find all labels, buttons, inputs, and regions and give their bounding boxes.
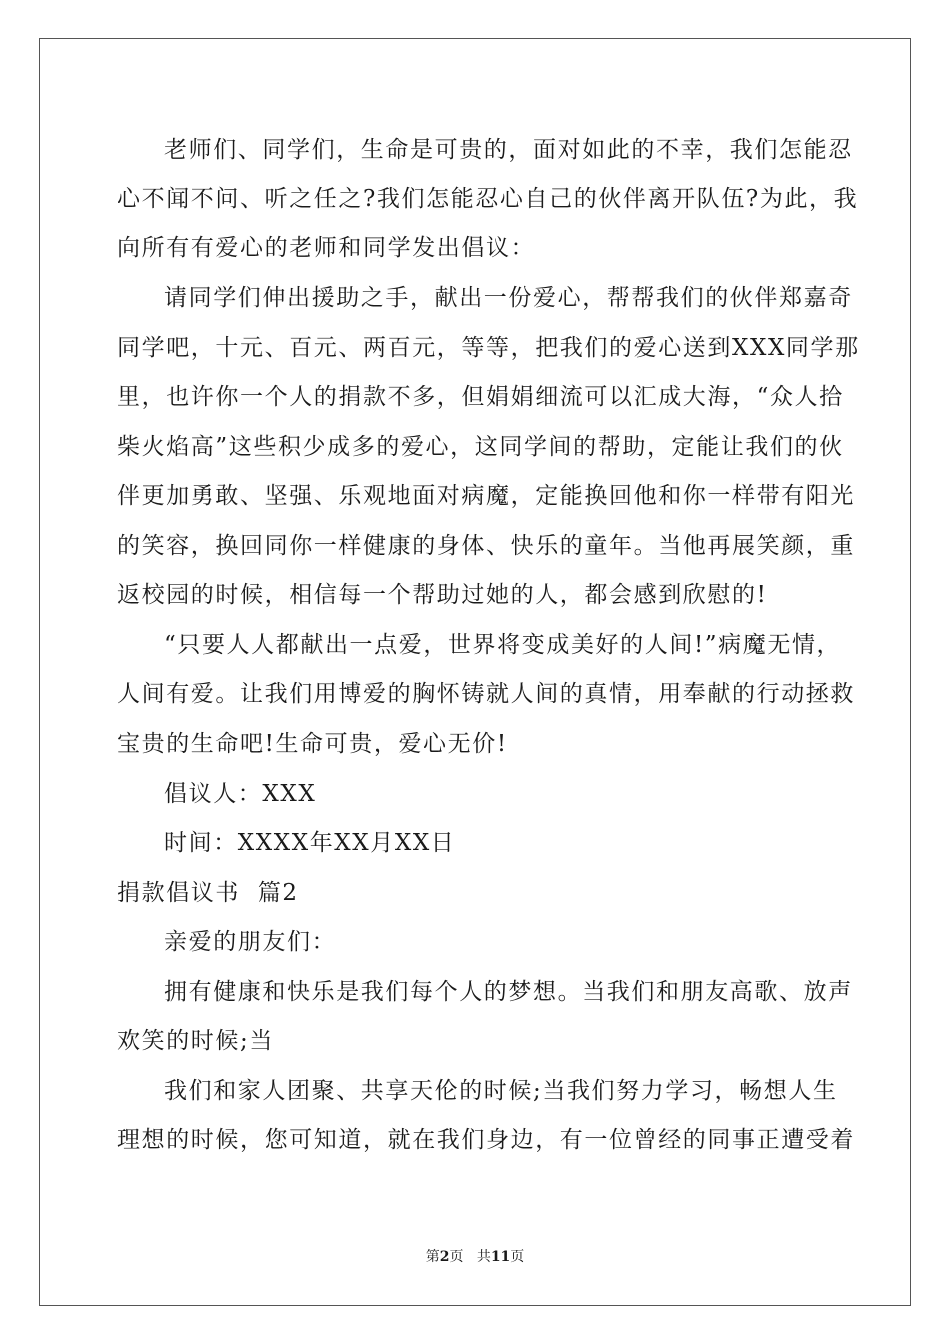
text-line: 返校园的时候，相信每一个帮助过她的人，都会感到欣慰的! — [117, 582, 768, 608]
text-line: 心不闻不问、听之任之?我们怎能忍心自己的伙伴离开队伍?为此，我 — [117, 186, 859, 212]
text-line: 时间：XXXX年XX月XX日 — [164, 830, 456, 856]
text-line: 倡议人：XXX — [164, 781, 317, 807]
section-heading: 捐款倡议书 篇2 — [117, 880, 299, 906]
text-line: 宝贵的生命吧!生命可贵，爱心无价! — [117, 731, 508, 757]
text-line: 向所有有爱心的老师和同学发出倡议： — [117, 235, 536, 261]
page-footer — [0, 1246, 950, 1266]
total-suffix: 页 — [510, 1249, 525, 1265]
page-prefix: 第 — [425, 1249, 440, 1265]
text-line: “只要人人都献出一点爱，世界将变成美好的人间!”病魔无情， — [164, 632, 842, 658]
page-border — [39, 38, 911, 1306]
page-suffix: 页 — [449, 1249, 464, 1265]
total-pages: 11 — [490, 1249, 511, 1265]
text-line: 请同学们伸出援助之手，献出一份爱心，帮帮我们的伙伴郑嘉奇 — [164, 285, 853, 311]
text-line: 的笑容，换回同你一样健康的身体、快乐的童年。当他再展笑颜，重 — [117, 533, 855, 559]
text-line: 伴更加勇敢、坚强、乐观地面对病魔，定能换回他和你一样带有阳光 — [117, 483, 855, 509]
total-prefix: 共 — [476, 1249, 491, 1265]
text-line: 我们和家人团聚、共享天伦的时候;当我们努力学习，畅想人生 — [164, 1078, 838, 1104]
text-line: 人间有爱。让我们用博爱的胸怀铸就人间的真情，用奉献的行动拯救 — [117, 681, 855, 707]
text-line: 老师们、同学们，生命是可贵的，面对如此的不幸，我们怎能忍 — [164, 137, 853, 163]
text-line: 里，也许你一个人的捐款不多，但娟娟细流可以汇成大海，“众人拾 — [117, 384, 844, 410]
text-line: 欢笑的时候;当 — [117, 1028, 274, 1054]
page-number: 2 — [439, 1249, 450, 1265]
text-line: 理想的时候，您可知道，就在我们身边，有一位曾经的同事正遭受着 — [117, 1127, 855, 1153]
text-line: 亲爱的朋友们： — [164, 929, 337, 955]
text-line: 拥有健康和快乐是我们每个人的梦想。当我们和朋友高歌、放声 — [164, 979, 853, 1005]
text-line: 同学吧，十元、百元、两百元，等等，把我们的爱心送到XXX同学那 — [117, 335, 860, 361]
text-line: 柴火焰高”这些积少成多的爱心，这同学间的帮助，定能让我们的伙 — [117, 434, 844, 460]
